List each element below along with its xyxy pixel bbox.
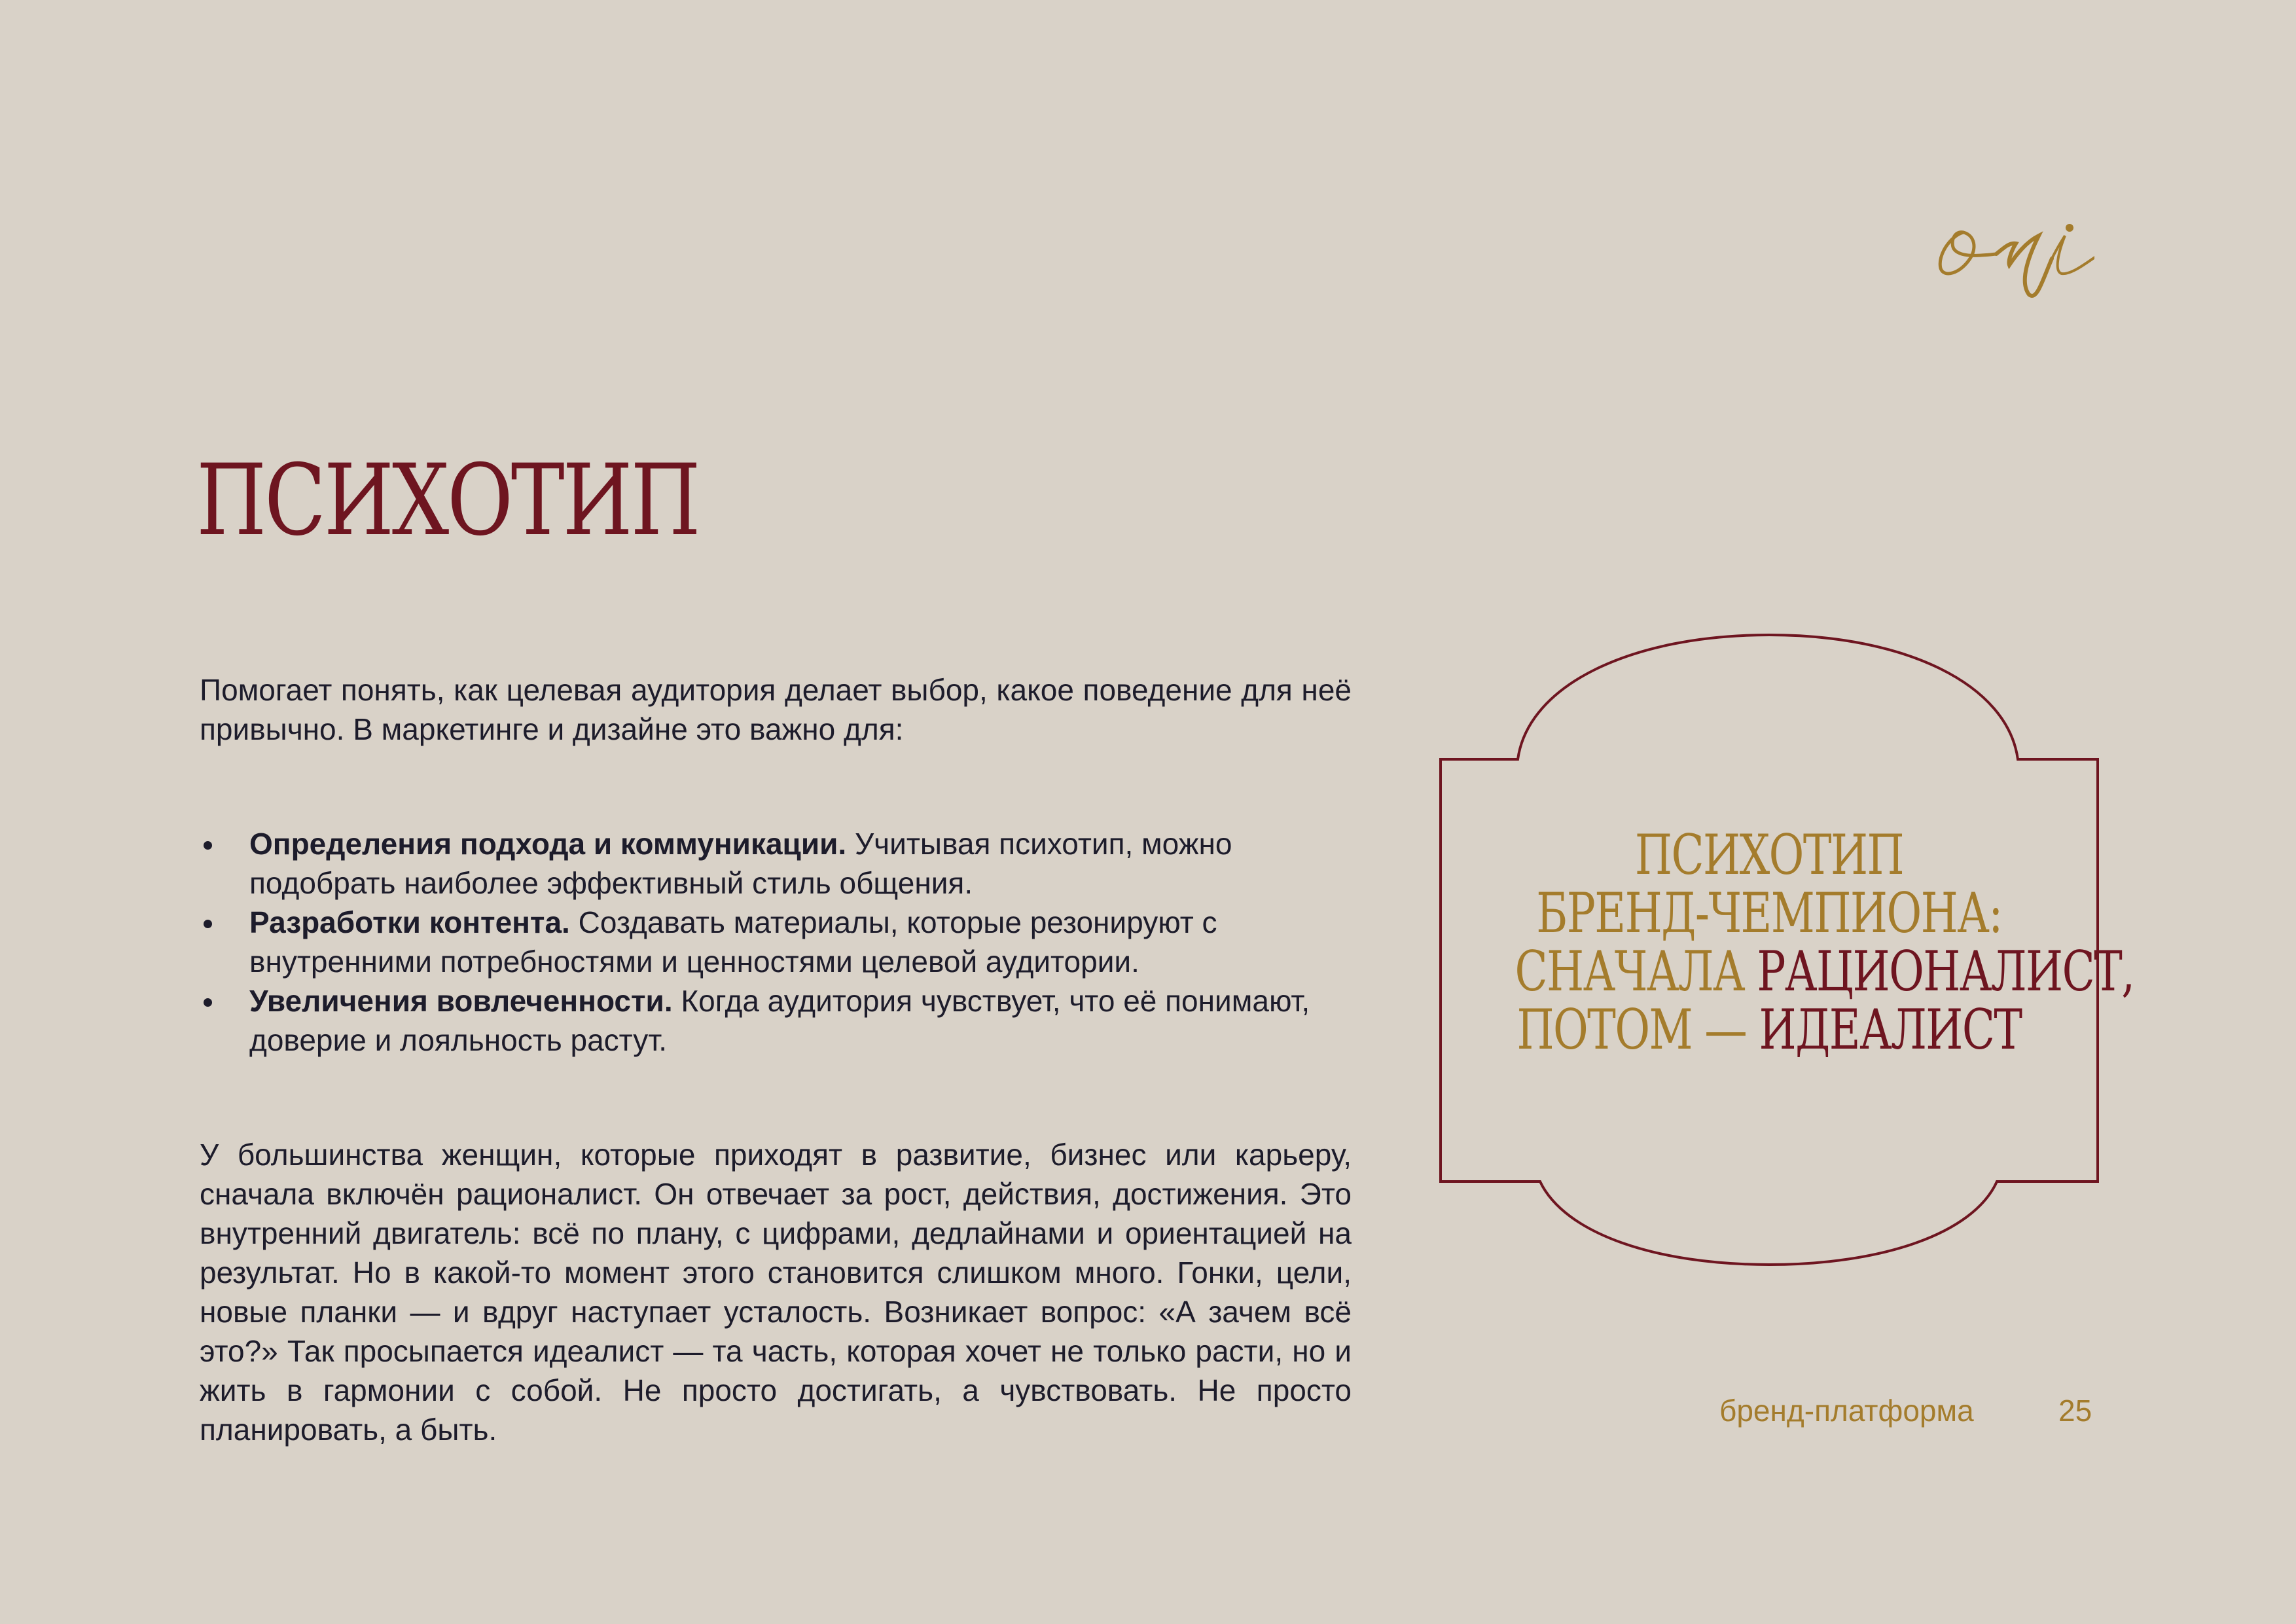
list-item-text: Учитывая психотип, можно подобрать наиболее эффективный стиль общения. <box>249 827 1232 900</box>
callout-line-1: ПСИХОТИП <box>1634 823 1904 887</box>
bullet-icon <box>204 841 212 850</box>
page-title: ПСИХОТИП <box>196 444 699 558</box>
list-item-heading: Разработки контента. <box>249 905 570 939</box>
list-item <box>200 903 1352 981</box>
list-item-heading: Увеличения вовлеченности. <box>249 984 673 1018</box>
callout-rationalist: РАЦИОНАЛИСТ, <box>1757 939 2134 1003</box>
bullet-icon <box>204 920 212 928</box>
benefits-list <box>200 824 1352 1060</box>
page-number: 25 <box>2058 1394 2092 1428</box>
bullet-icon <box>204 998 212 1007</box>
callout-line-4 <box>1515 998 2024 1062</box>
callout-idealist: ИДЕАЛИСТ <box>1759 998 2022 1062</box>
footer-section-label: бренд-платформа <box>1719 1394 1974 1428</box>
callout-line-3 <box>1515 939 2134 1003</box>
callout-then-label: ПОТОМ — <box>1516 998 1759 1062</box>
intro-paragraph: Помогает понять, как целевая аудитория делает выбор, какое поведение для неё привычно. В маркетинге и дизайне это важно для: <box>200 673 1352 746</box>
callout-first-label: СНАЧАЛА <box>1515 939 1757 1003</box>
body-paragraph: У большинства женщин, которые приходят в развитие, бизнес или карьеру, сначала включён рационалист. Он отвечает за рост, действия, достижения. Это внутренний двигатель: всё по плану, с цифрами, дедлайнами и ориентацией на результат. Но в какой-то момент этого становится слишком много. Гонки, цели, новые планки — и вдруг наступает усталость. Возникает вопрос: «А зачем всё это?» Так просыпается идеалист — та часть, которая хочет не только расти, но и жить в гармонии с собой. Не просто достигать, а чувствовать. Не просто планировать, а быть. <box>200 1138 1352 1447</box>
callout-quote <box>1443 823 2134 1062</box>
callout-line-2: БРЕНД-ЧЕМПИОНА: <box>1536 881 2002 945</box>
list-item-text: Создавать материалы, которые резонируют с внутренними потребностями и ценностями целевой аудитории. <box>249 905 1217 979</box>
content-column <box>200 670 1352 1449</box>
list-item <box>200 824 1352 903</box>
list-item-heading: Определения подхода и коммуникации. <box>249 827 847 861</box>
omi-logo <box>1924 196 2094 301</box>
script-logo-icon <box>1924 196 2094 301</box>
list-item <box>200 981 1352 1060</box>
list-item-text: Когда аудитория чувствует, что её понимают, доверие и лояльность растут. <box>249 984 1310 1057</box>
